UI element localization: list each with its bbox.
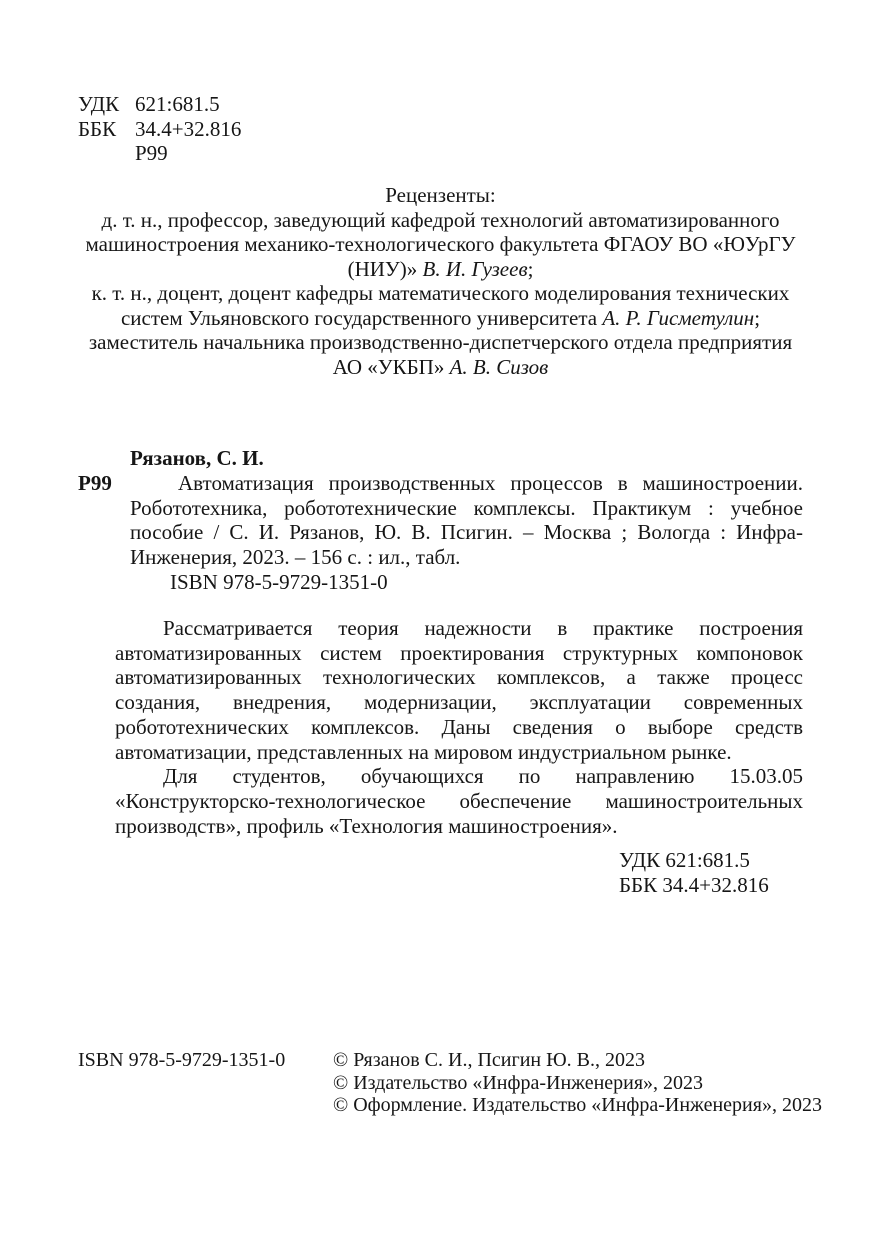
annotation-section — [115, 616, 803, 838]
annotation-paragraph-2: Для студентов, обучающихся по направлению 15.03.05 «Конструкторско-технологическое обеспечение машиностроительных производств», профиль «Технология машиностроения». — [115, 764, 803, 838]
catalog-code: Р99 — [78, 470, 112, 495]
reviewers-section — [78, 183, 803, 379]
reviewer-text: к. т. н., доцент, доцент кафедры математического моделирования технических систем Ульяновского государственного университета — [91, 281, 790, 330]
author-sign: Р99 — [135, 141, 168, 165]
bbk-row — [78, 117, 241, 142]
author-sign-row — [78, 141, 241, 166]
udk-row — [78, 92, 241, 117]
bbk-value: 34.4+32.816 — [135, 116, 242, 141]
reviewer-text: д. т. н., профессор, заведующий кафедрой технологий автоматизированного машиностроения механико-технологического факультета ФГАОУ ВО «ЮУрГУ (НИУ)» — [85, 207, 796, 281]
copyright-line-publisher: © Издательство «Инфра-Инженерия», 2023 — [333, 1071, 704, 1094]
reviewer-name: В. И. Гузеев — [422, 256, 528, 281]
udk-bbk-block — [78, 92, 241, 166]
catalog-author: Рязанов, С. И. — [130, 446, 264, 470]
catalog-isbn: ISBN 978-5-9729-1351-0 — [170, 569, 388, 594]
reviewer-name: А. Р. Гисметулин — [602, 305, 755, 330]
reviewer-entry — [78, 281, 803, 330]
isbn: ISBN 978-5-9729-1351-0 — [78, 1049, 286, 1071]
udk-bbk-repeat-block — [619, 848, 769, 898]
catalog-description: Автоматизация производственных процессов в машиностроении. Робототехника, робототехнические комплексы. Практикум : учебное пособие / С. И. Рязанов, Ю. В. Псигин. – Москва ; Вологда : Инфра-Инженерия, 2023. – 156 с. : ил., табл. — [130, 470, 803, 570]
copyright-line-design: © Оформление. Издательство «Инфра-Инженерия», 2023 — [333, 1094, 822, 1116]
udk-label: УДК — [78, 92, 120, 116]
copyright-line-authors: © Рязанов С. И., Псигин Ю. В., 2023 — [333, 1049, 645, 1071]
reviewer-suffix: ; — [527, 256, 534, 281]
copyright-block — [333, 1049, 822, 1117]
udk-repeat: УДК 621:681.5 — [619, 848, 750, 872]
catalog-body — [78, 470, 803, 595]
reviewer-entry — [78, 208, 803, 282]
catalog-card — [78, 446, 803, 595]
reviewers-heading: Рецензенты: — [385, 183, 496, 207]
reviewer-name: А. В. Сизов — [449, 354, 549, 379]
bbk-repeat: ББК 34.4+32.816 — [619, 873, 769, 897]
annotation-paragraph-1: Рассматривается теория надежности в практике построения автоматизированных систем проектирования структурных компоновок автоматизированных технологических комплексов, а также процесс создания, внедрения, модернизации, эксплуатации современных робототехнических комплексов. Даны сведения о выборе средств автоматизации, представленных на мировом индустриальном рынке. — [115, 616, 803, 764]
reviewer-suffix: ; — [754, 305, 761, 330]
reviewer-entry — [78, 330, 803, 379]
udk-value: 621:681.5 — [135, 92, 220, 116]
bbk-label: ББК — [78, 116, 117, 141]
reviewer-text: заместитель начальника производственно-диспетчерского отдела предприятия АО «УКБП» — [88, 330, 793, 379]
